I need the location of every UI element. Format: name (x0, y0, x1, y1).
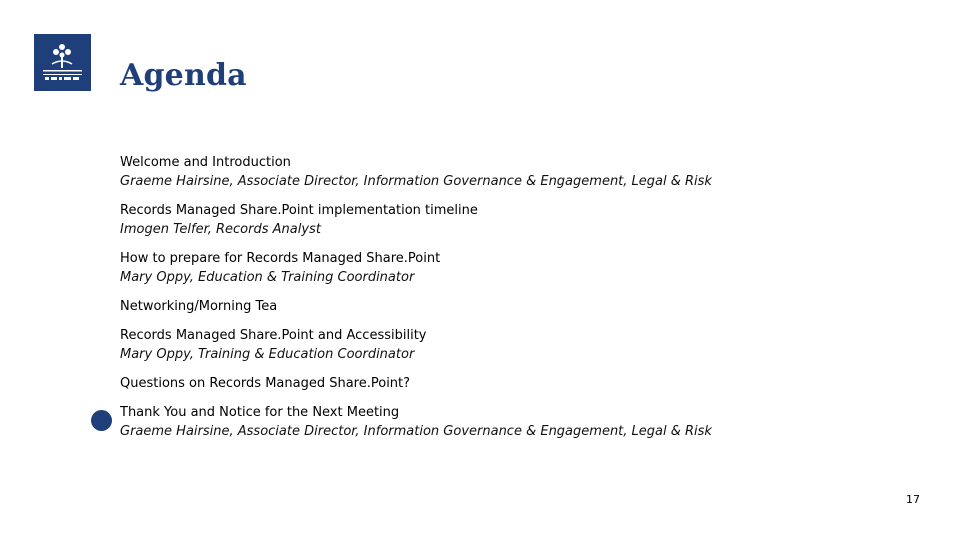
agenda-item-welcome (120, 153, 920, 191)
university-crest-icon (34, 34, 91, 91)
agenda-item-title: Records Managed Share.Point and Accessibility (120, 328, 427, 343)
agenda-item-accessibility (120, 326, 920, 364)
agenda-item-questions (120, 374, 920, 393)
agenda-item-title: How to prepare for Records Managed Share.Point (120, 251, 441, 266)
agenda-item-title: Records Managed Share.Point implementation timeline (120, 203, 478, 218)
agenda-item-title: Thank You and Notice for the Next Meeting (120, 405, 400, 420)
agenda-item-thank-you (120, 403, 920, 441)
agenda-item-title: Networking/Morning Tea (120, 299, 278, 314)
agenda-item-title: Questions on Records Managed Share.Point? (120, 376, 411, 391)
agenda-item-presenter: Graeme Hairsine, Associate Director, Information Governance & Engagement, Legal & Risk (120, 424, 712, 439)
agenda-item-prepare (120, 249, 920, 287)
agenda-item-networking (120, 297, 920, 316)
slide-title: Agenda (120, 58, 247, 93)
current-item-dot (91, 410, 112, 431)
page-number: 17 (906, 493, 920, 506)
agenda-item-title: Welcome and Introduction (120, 155, 291, 170)
agenda-item-timeline (120, 201, 920, 239)
agenda-list (120, 153, 920, 451)
agenda-item-presenter: Mary Oppy, Education & Training Coordinator (120, 270, 415, 285)
agenda-item-presenter: Imogen Telfer, Records Analyst (120, 222, 321, 237)
agenda-item-presenter: Graeme Hairsine, Associate Director, Information Governance & Engagement, Legal & Risk (120, 174, 712, 189)
agenda-item-presenter: Mary Oppy, Training & Education Coordinator (120, 347, 415, 362)
